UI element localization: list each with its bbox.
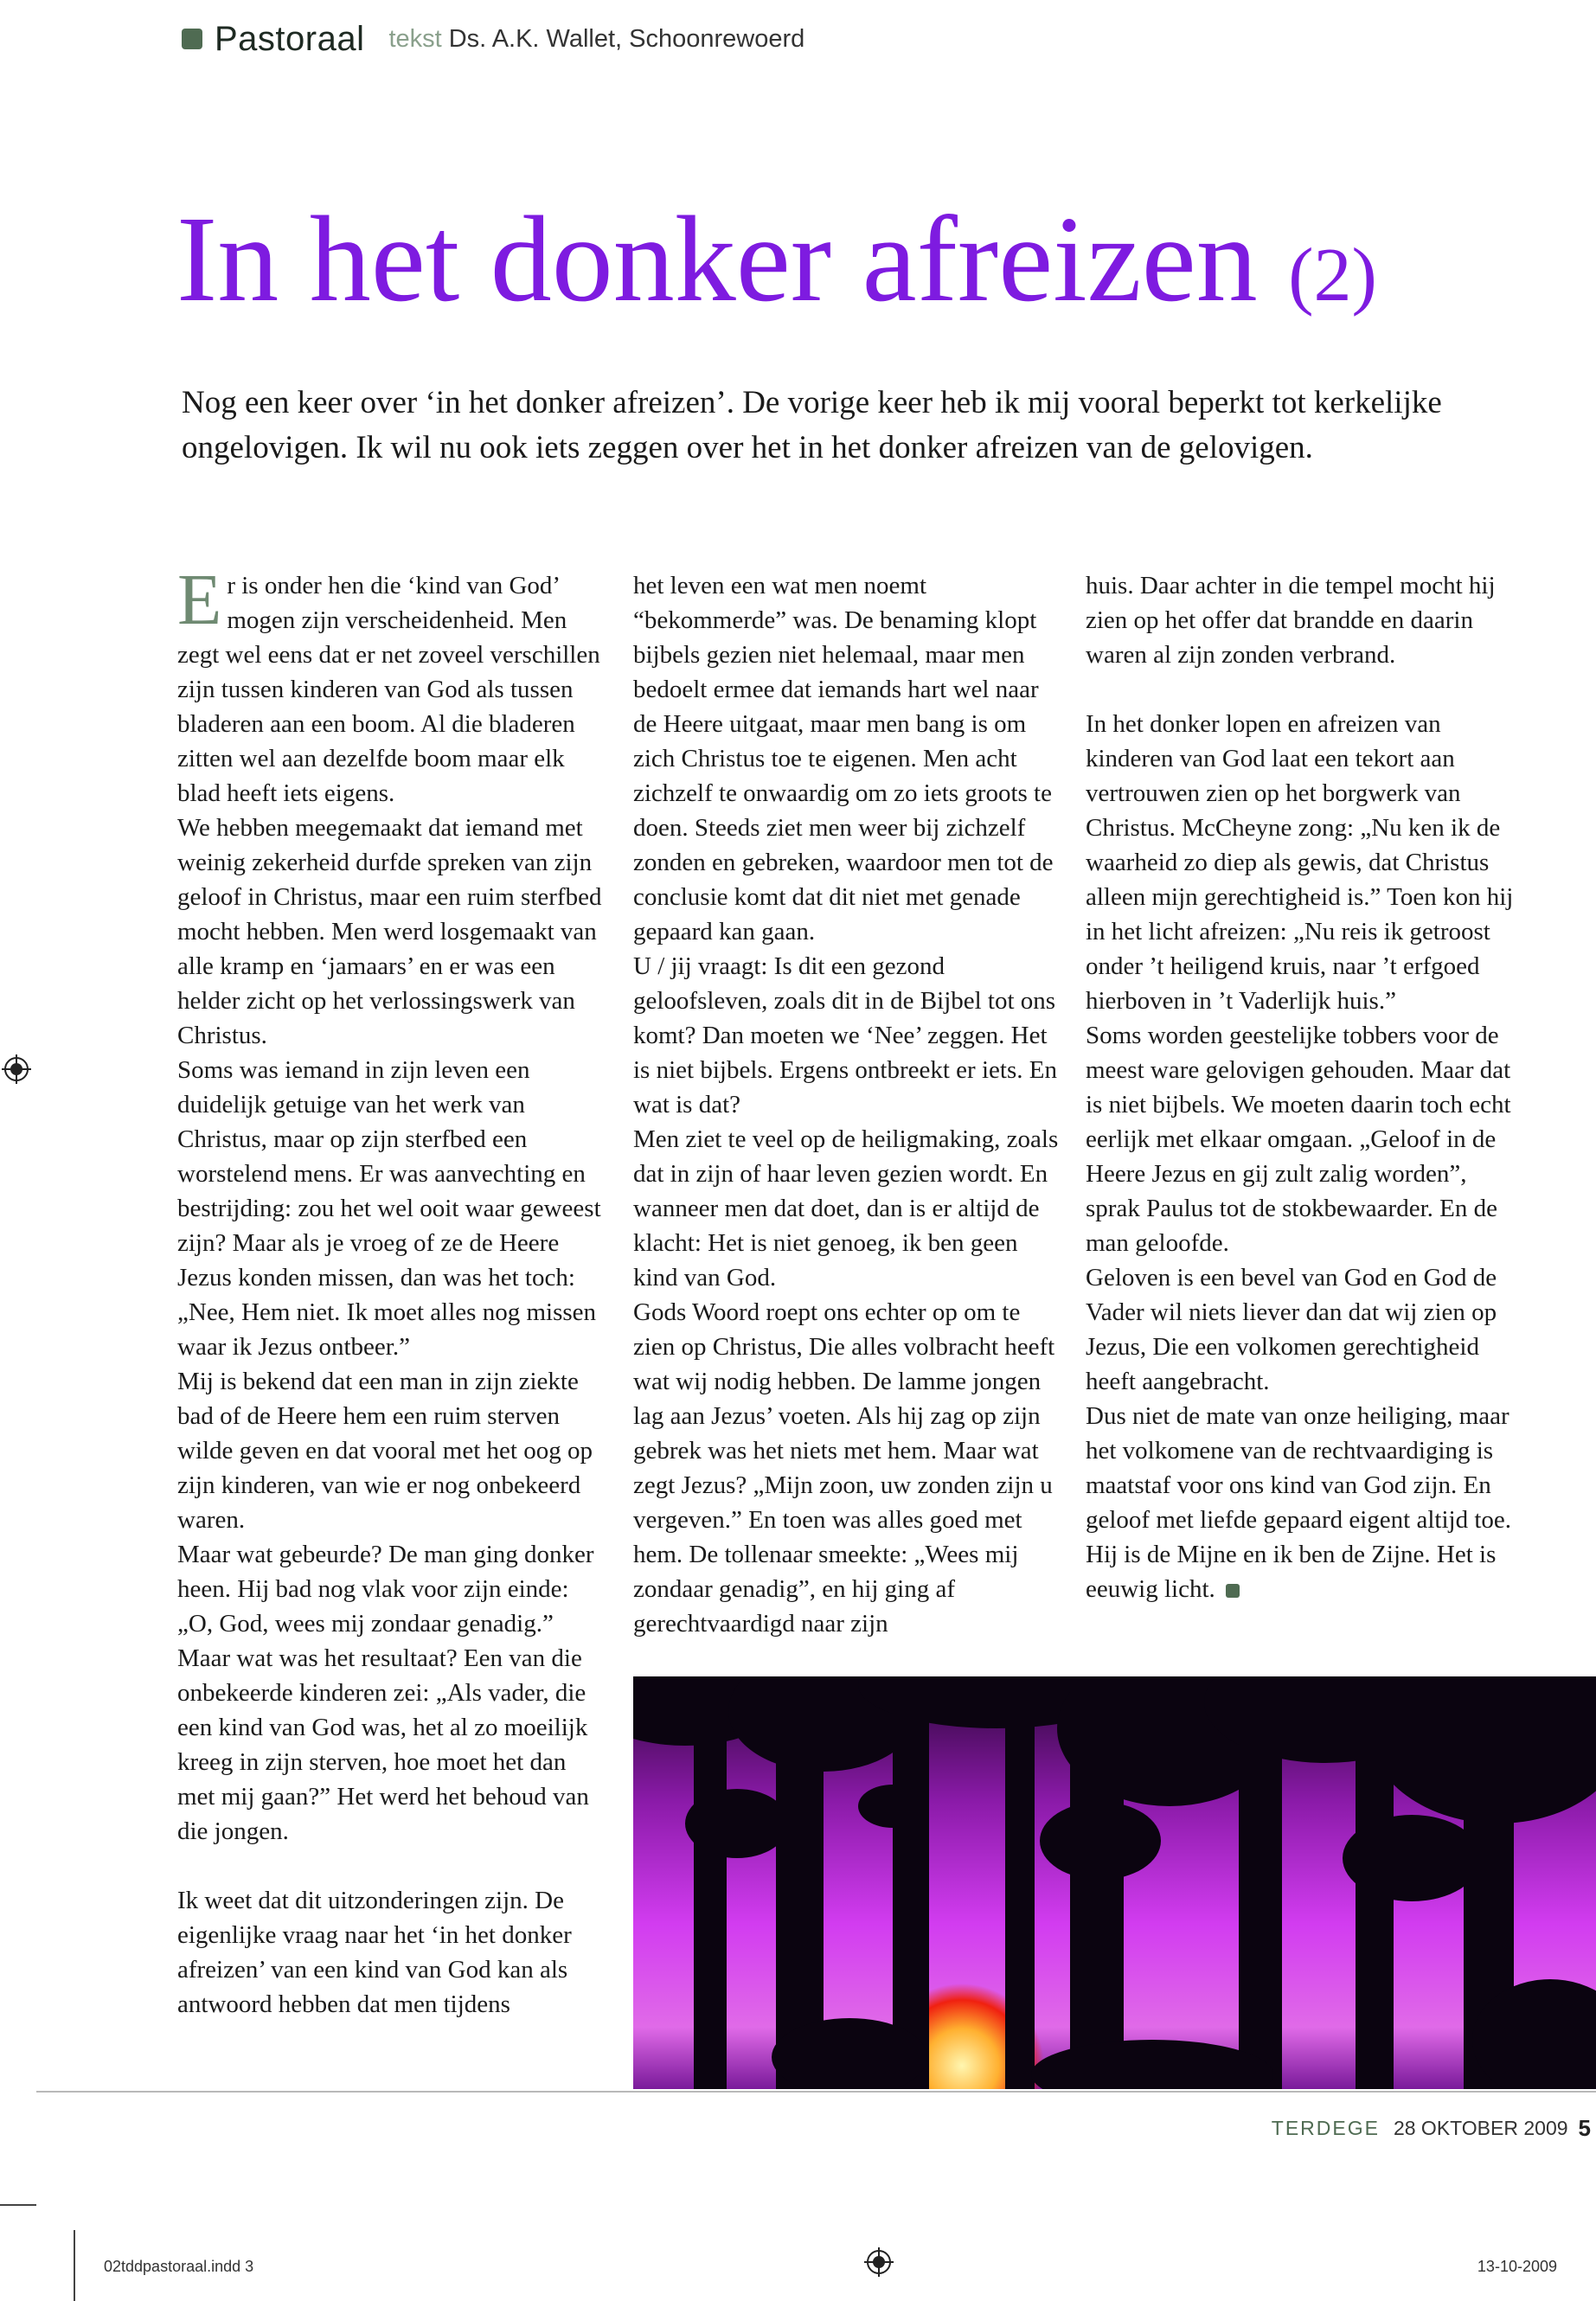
section-title: Pastoraal <box>215 19 365 58</box>
paragraph: We hebben meegemaakt dat iemand met weinig zekerheid durfde spreken van zijn geloof in Christus, maar een ruim sterfbed mocht hebben. Men werd losgemaakt van alle kramp en ‘jamaars’ en er was een helder zicht op het verlossingswerk van Christus. <box>177 814 602 1049</box>
end-mark-icon <box>1226 1584 1240 1598</box>
paragraph: het leven een wat men noemt “bekommerde” was. De benaming klopt bijbels gezien niet helemaal, maar men bedoelt ermee dat iemands hart wel naar de Heere uitgaat, maar men bang is om zich Christus toe te eigenen. Men acht zichzelf te onwaardig om zo iets groots te doen. Steeds ziet men weer bij zichzelf zonden en gebreken, waardoor men tot de conclusie komt dat dit niet met genade gepaard kan gaan. <box>633 572 1054 945</box>
page-footer <box>1272 2111 1596 2145</box>
paragraph: Soms worden geestelijke tobbers voor de meest ware gelovigen gehouden. Maar dat is niet bijbels. We moeten daarin toch echt eerlijk met elkaar omgaan. „Geloof in de Heere Jezus en gij zult zalig worden”, sprak Paulus tot de stokbewaarder. En de man geloofde. <box>1086 1022 1511 1257</box>
paragraph: U / jij vraagt: Is dit een gezond geloofsleven, zoals dit in de Bijbel tot ons komt? Dan moeten we ‘Nee’ zeggen. Het is niet bijbels. Ergens ontbreekt er iets. En wat is dat? <box>633 952 1057 1118</box>
crop-mark <box>74 2230 75 2301</box>
author-label: tekst <box>388 24 442 53</box>
article-title-main: In het donker afreizen <box>176 190 1258 327</box>
author-name: Ds. A.K. Wallet, Schoonrewoerd <box>448 24 805 53</box>
paragraph: Maar wat gebeurde? De man ging donker heen. Hij bad nog vlak voor zijn einde: „O, God, wees mij zondaar genadig.” Maar wat was het resultaat? Een van die onbekeerde kinderen zei: „Als vader, die een kind van God was, het al zo moeilijk kreeg in zijn sterven, hoe moet het dan met mij gaan?” Het werd het behoud van die jongen. <box>177 1541 594 1845</box>
slug-filename: 02tddpastoraal.indd 3 <box>104 2258 254 2275</box>
article-title <box>176 190 1377 327</box>
paragraph-gap <box>1086 672 1518 707</box>
paragraph-gap <box>177 1849 610 1883</box>
paragraph <box>1086 1399 1518 1606</box>
paragraph: Gods Woord roept ons echter op om te zien op Christus, Die alles volbracht heeft wat wij nodig hebben. De lamme jongen lag aan Jezus’ voeten. Als hij zag op zijn gebrek was het niets met hem. Maar wat zegt Jezus? „Mijn zoon, uw zonden zijn u vergeven.” En toen was alles goed met hem. De tollenaar smeekte: „Wees mij zondaar genadig”, en hij ging af gerechtvaardigd naar zijn <box>633 1298 1055 1638</box>
paragraph: huis. Daar achter in die tempel mocht hij zien op het offer dat brandde en daarin waren al zijn zonden verbrand. <box>1086 572 1496 669</box>
page-number: 5 <box>1578 2114 1591 2141</box>
paragraph: Mij is bekend dat een man in zijn ziekte bad of de Heere hem een ruim sterven wilde geven en dat vooral met het oog op zijn kinderen, van wie er nog onbekeerd waren. <box>177 1368 593 1534</box>
magazine-name: TERDEGE <box>1271 2116 1380 2139</box>
registration-mark-icon <box>864 2247 894 2277</box>
slug-date: 13-10-2009 <box>1477 2258 1557 2275</box>
section-header <box>182 17 804 61</box>
paragraph-text: Dus niet de mate van onze heiliging, maar het volkomene van de rechtvaardiging is maatstaf voor ons kind van God zijn. En geloof met liefde gepaard eigent altijd toe. Hij is de Mijne en ik ben de Zijne. Het is eeuwig licht. <box>1086 1402 1511 1603</box>
paragraph <box>177 560 610 811</box>
registration-mark-icon <box>2 1054 31 1084</box>
bottom-rule <box>36 2091 1596 2093</box>
forest-sunset-illustration <box>633 1676 1596 2089</box>
paragraph: Geloven is een bevel van God en God de Vader wil niets liever dan dat wij zien op Jezus, Die een volkomen gerechtigheid heeft aangebracht. <box>1086 1264 1497 1395</box>
article-title-number: (2) <box>1288 234 1377 317</box>
section-marker-icon <box>182 29 202 49</box>
paragraph: Ik weet dat dit uitzonderingen zijn. De eigenlijke vraag naar het ‘in het donker afreizen’ van een kind van God kan als antwoord hebben dat men tijdens <box>177 1887 572 2018</box>
paragraph: In het donker lopen en afreizen van kinderen van God laat een tekort aan vertrouwen zien op het borgwerk van Christus. McCheyne zong: „Nu ken ik de waarheid zo diep als gewis, dat Christus alleen mijn gerechtigheid is.” Toen kon hij in het licht afreizen: „Nu reis ik getroost onder ’t heiligend kruis, naar ’t erfgoed hierboven in ’t Vaderlijk huis.” <box>1086 710 1514 1015</box>
paragraph: Men ziet te veel op de heiligmaking, zoals dat in zijn of haar leven gezien wordt. En wanneer men dat doet, dan is er altijd de klacht: Het is niet genoeg, ik ben geen kind van God. <box>633 1125 1059 1292</box>
article-column-1 <box>177 560 610 2022</box>
forest-sunset-photo <box>633 1676 1596 2089</box>
drop-cap: E <box>177 560 222 640</box>
issue-date: 28 OKTOBER 2009 <box>1393 2116 1568 2139</box>
article-column-3 <box>1086 568 1518 1606</box>
article-lead: Nog een keer over ‘in het donker afreizen’. De vorige keer heb ik mij vooral beperkt tot kerkelijke ongelovigen. Ik wil nu ook iets zeggen over het in het donker afreizen van de gelovigen. <box>182 385 1442 465</box>
paragraph-text: r is onder hen die ‘kind van God’ mogen zijn verscheidenheid. Men zegt wel eens dat er net zoveel verschillen zijn tussen kinderen van God als tussen bladeren aan een boom. Al die bladeren zitten wel aan dezelfde boom maar elk blad heeft iets eigens. <box>177 572 600 807</box>
article-column-2 <box>633 568 1061 1641</box>
crop-mark <box>0 2204 36 2206</box>
paragraph: Soms was iemand in zijn leven een duidelijk getuige van het werk van Christus, maar op zijn sterfbed een worstelend mens. Er was aanvechting en bestrijding: zou het wel ooit waar geweest zijn? Maar als je vroeg of ze de Heere Jezus konden missen, dan was het toch: „Nee, Hem niet. Ik moet alles nog missen waar ik Jezus ontbeer.” <box>177 1056 601 1361</box>
